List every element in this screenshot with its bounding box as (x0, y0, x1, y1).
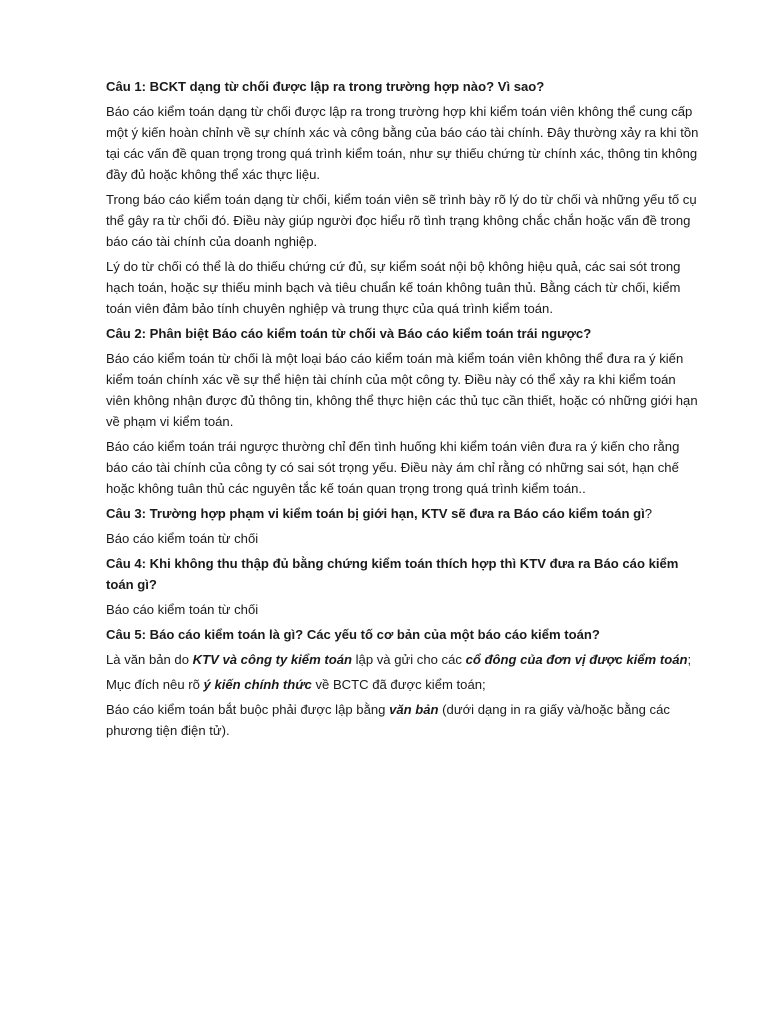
question-3-heading-text: Câu 3: Trường hợp phạm vi kiểm toán bị giới hạn, KTV sẽ đưa ra Báo cáo kiểm toán gì (106, 506, 645, 521)
question-5-line-2 (106, 674, 702, 695)
question-1-paragraph-2: Trong báo cáo kiểm toán dạng từ chối, kiểm toán viên sẽ trình bày rõ lý do từ chối và những yếu tố cụ thể gây ra từ chối đó. Điều này giúp người đọc hiểu rõ tình trạng không chắc chắn hoặc vấn đề trong báo cáo tài chính của doanh nghiệp. (106, 192, 697, 249)
question-3-answer: Báo cáo kiểm toán từ chối (106, 531, 259, 546)
question-1-paragraph-3: Lý do từ chối có thể là do thiếu chứng cứ đủ, sự kiểm soát nội bộ không hiệu quả, các sai sót trong hạch toán, hoặc sự thiếu minh bạch và tiêu chuẩn kế toán không tuân thủ. Bằng cách từ chối, kiểm toán viên đảm bảo tính chuyên nghiệp và trung thực của quá trình kiểm toán. (106, 259, 681, 316)
q5-line-2-emphasis-opinion: ý kiến chính thức (203, 677, 312, 692)
question-3-heading-mark: ? (644, 506, 653, 521)
q5-line-2-part-a: Mục đích nêu rõ (106, 677, 204, 692)
q5-line-2-part-c: về BCTC đã được kiểm toán; (311, 677, 486, 692)
question-3-heading (106, 503, 702, 524)
question-4-answer: Báo cáo kiểm toán từ chối (106, 602, 259, 617)
q5-line-1-emphasis-shareholders: cổ đông của đơn vị được kiểm toán (465, 652, 688, 667)
q5-line-1-part-e: ; (687, 652, 692, 667)
question-1-paragraph-1: Báo cáo kiểm toán dạng từ chối được lập ra trong trường hợp khi kiểm toán viên không thể cung cấp một ý kiến hoàn chỉnh về sự chính xác và công bằng của báo cáo tài chính. Đây thường xảy ra khi tồn tại các vấn đề quan trọng trong quá trình kiểm toán, như sự thiếu chứng từ chính xác, thông tin không đầy đủ hoặc không thể xác thực liệu. (106, 104, 699, 182)
question-5-line-1 (106, 649, 702, 670)
question-4-heading: Câu 4: Khi không thu thập đủ bằng chứng kiểm toán thích hợp thì KTV đưa ra Báo cáo kiểm toán gì? (106, 556, 679, 592)
question-5-line-3 (106, 699, 702, 741)
q5-line-1-part-a: Là văn bản do (106, 652, 193, 667)
question-1-heading: Câu 1: BCKT dạng từ chối được lập ra trong trường hợp nào? Vì sao? (106, 79, 545, 94)
question-2-paragraph-1: Báo cáo kiểm toán từ chối là một loại báo cáo kiểm toán mà kiểm toán viên không thể đưa ra ý kiến kiểm toán chính xác về sự thể hiện tài chính của một công ty. Điều này có thể xảy ra khi kiểm toán viên không nhận được đủ thông tin, không thể thực hiện các thủ tục cần thiết, hoặc có những giới hạn về phạm vi kiểm toán. (106, 351, 698, 429)
question-2-paragraph-2: Báo cáo kiểm toán trái ngược thường chỉ đến tình huống khi kiểm toán viên đưa ra ý kiến cho rằng báo cáo tài chính của công ty có sai sót trọng yếu. Điều này ám chỉ rằng có những sai sót, hạn chế hoặc không tuân thủ các nguyên tắc kế toán quan trọng trong quá trình kiểm toán.. (106, 439, 680, 496)
q5-line-1-part-c: lập và gửi cho các (351, 652, 466, 667)
q5-line-1-emphasis-auditor: KTV và công ty kiểm toán (192, 652, 352, 667)
q5-line-3-emphasis-document: văn bản (389, 702, 439, 717)
document-page (106, 76, 702, 745)
question-2-heading: Câu 2: Phân biệt Báo cáo kiểm toán từ chối và Báo cáo kiểm toán trái ngược? (106, 326, 592, 341)
q5-line-3-part-c: (dưới dạng in ra giấy và/hoặc bằng các phương tiện điện tử). (106, 702, 670, 738)
question-5-heading: Câu 5: Báo cáo kiểm toán là gì? Các yếu tố cơ bản của một báo cáo kiểm toán? (106, 627, 600, 642)
q5-line-3-part-a: Báo cáo kiểm toán bắt buộc phải được lập bằng (106, 702, 390, 717)
